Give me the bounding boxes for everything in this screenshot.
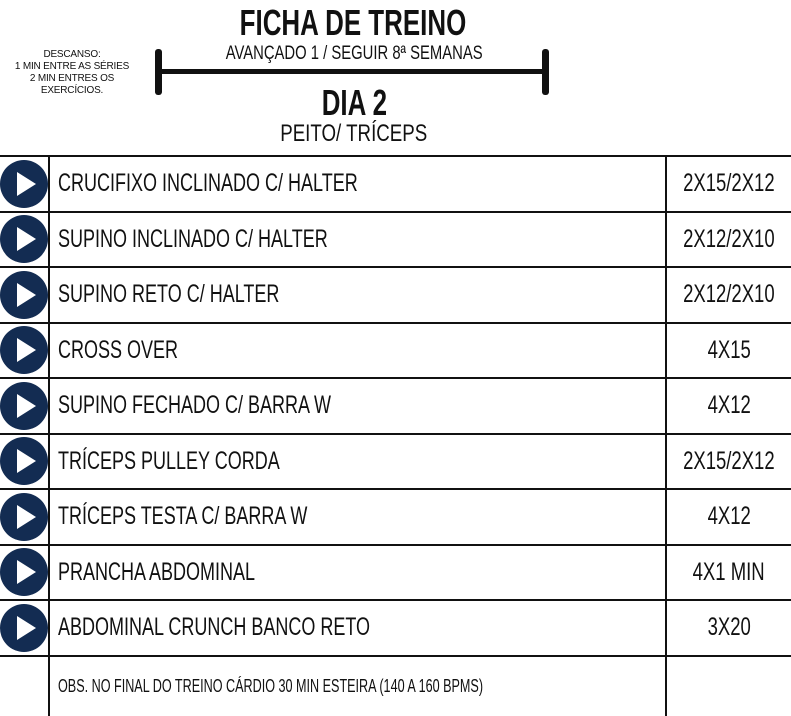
exercise-name: SUPINO RETO C/ HALTER [58,280,280,309]
play-video-icon[interactable] [0,160,48,208]
exercise-sets: 4X12 [707,502,751,531]
exercise-sets: 4X15 [707,335,751,364]
cardio-note: OBS. NO FINAL DO TREINO CÁRDIO 30 MIN ESTEIRA (140 A 160 BPMS) [58,675,484,696]
exercise-row [0,323,791,379]
play-video-icon[interactable] [0,437,48,485]
program-subtitle: AVANÇADO 1 / SEGUIR 8ª SEMANAS [225,43,483,64]
exercise-name: SUPINO FECHADO C/ BARRA W [58,391,332,420]
exercise-name: CRUCIFIXO INCLINADO C/ HALTER [58,169,358,198]
rest-heading: DESCANSO: [43,49,101,60]
exercise-row [0,156,791,212]
exercise-name: CROSS OVER [58,335,179,364]
note-row [0,656,791,716]
exercise-row [0,545,791,601]
exercise-sets: 3X20 [707,613,751,642]
exercise-name: TRÍCEPS TESTA C/ BARRA W [58,502,308,531]
exercise-row [0,489,791,545]
exercise-sets: 2X15/2X12 [683,446,775,475]
muscle-groups: PEITO/ TRÍCEPS [280,120,428,147]
exercise-name: TRÍCEPS PULLEY CORDA [58,446,280,475]
play-video-icon[interactable] [0,382,48,430]
exercise-table [0,155,791,716]
play-video-icon[interactable] [0,326,48,374]
bracket-divider [156,69,549,74]
exercise-row [0,378,791,434]
exercise-row [0,267,791,323]
exercise-sets: 2X12/2X10 [683,280,775,309]
play-video-icon[interactable] [0,271,48,319]
exercise-name: SUPINO INCLINADO C/ HALTER [58,224,328,253]
exercise-sets: 2X15/2X12 [683,169,775,198]
play-video-icon[interactable] [0,493,48,541]
exercise-sets: 4X12 [707,391,751,420]
exercise-name: ABDOMINAL CRUNCH BANCO RETO [58,613,371,642]
exercise-sets: 2X12/2X10 [683,224,775,253]
exercise-row [0,600,791,656]
exercise-row [0,212,791,268]
rest-between-sets: 1 MIN ENTRE AS SÉRIES [14,61,130,72]
play-video-icon[interactable] [0,215,48,263]
exercise-name: PRANCHA ABDOMINAL [58,557,256,586]
page-title: FICHA DE TREINO [239,2,467,43]
play-video-icon[interactable] [0,604,48,652]
play-video-icon[interactable] [0,548,48,596]
rest-between-exercises: 2 MIN ENTRES OS EXERCÍCIOS. [29,73,115,96]
exercise-sets: 4X1 MIN [693,557,766,586]
exercise-row [0,434,791,490]
day-heading: DIA 2 [321,82,388,123]
